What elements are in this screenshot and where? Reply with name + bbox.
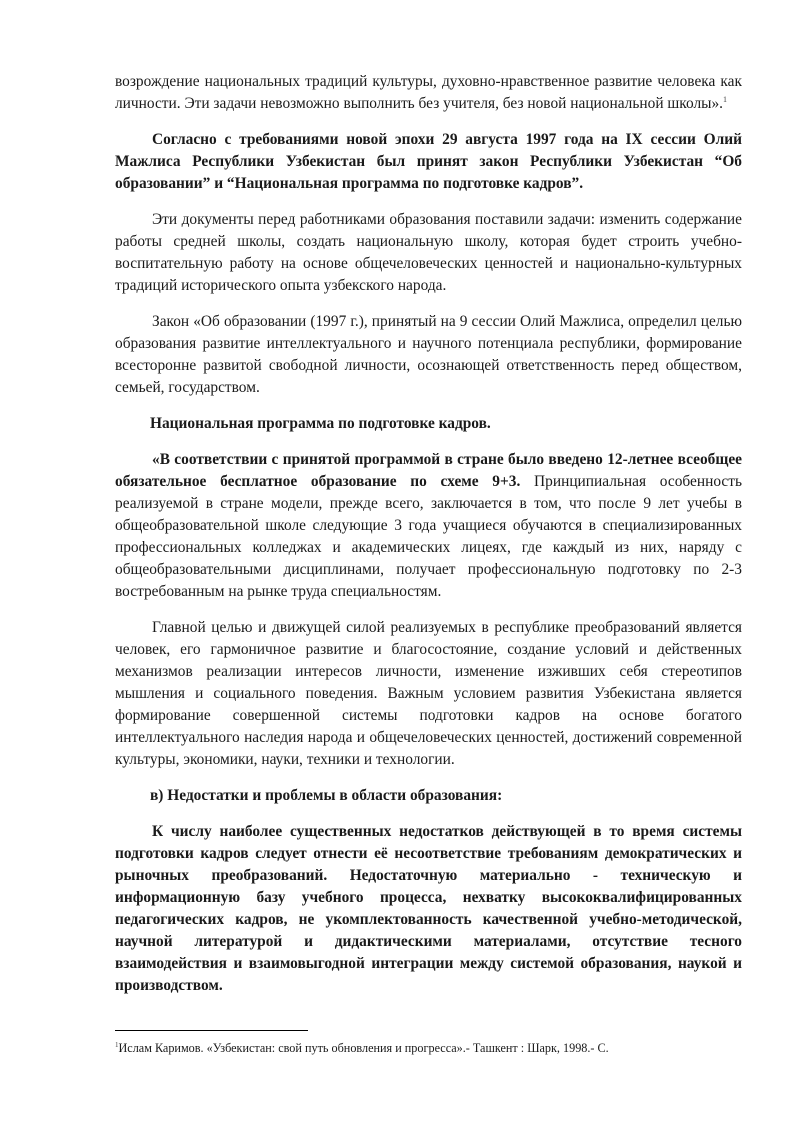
paragraph-shortcomings: К числу наиболее существенных недостатков действующей в то время системы подготовки кадров следует отнести её несоответствие требованиям демократических и рыночных преобразований. Недостаточную материально - техническую и информационную базу учебного процесса, нехватку высококвалифицированных педагогических кадров, не укомплектованность качественной учебно-методической, научной литературой и дидактическими материалами, отсутствие тесного взаимодействия и взаимовыгодной интеграции между системой образования, наукой и производством. xyxy=(115,823,742,994)
paragraph-document-tasks: Эти документы перед работниками образования поставили задачи: изменить содержание работы средней школы, создать национальную школу, которая будет строить учебно-воспитательную работу на основе общечеловеческих ценностей и национально-культурных традиций исторического опыта узбекского народа. xyxy=(115,211,742,294)
footnote-marker: 1 xyxy=(115,1040,119,1049)
paragraph-education-law: Закон «Об образовании (1997 г.), принятый на 9 сессии Олий Мажлиса, определил целью образования развитие интеллектуального и научного потенциала республики, формирование всесторонне развитой свободной личности, осознающей ответственность перед обществом, семьей, государством. xyxy=(115,313,742,396)
paragraph-main-goal: Главной целью и движущей силой реализуемых в республике преобразований является человек, его гармоничное развитие и благосостояние, создание условий и действенных механизмов реализации интересов личности, изменение изживших себя стереотипов мышления и социального поведения. Важным условием развития Узбекистана является формирование совершенной системы подготовки кадров на основе богатого интеллектуального наследия народа и общечеловеческих ценностей, достижений современной культуры, экономики, науки, техники и технологии. xyxy=(115,619,742,768)
paragraph-law-adoption: Согласно с требованиями новой эпохи 29 августа 1997 года на IX сессии Олий Мажлиса Республики Узбекистан был принят закон Республики Узбекистан “Об образовании” и “Национальная программа по подготовке кадров”. xyxy=(115,131,742,192)
footnote xyxy=(115,1040,742,1056)
footnote-reference: 1 xyxy=(723,94,728,104)
footnote-text: Ислам Каримов. «Узбекистан: свой путь обновления и прогресса».- Ташкент : Шарк, 1998.- С. xyxy=(118,1041,609,1055)
paragraph-continuation xyxy=(115,71,742,115)
footnote-separator xyxy=(115,1030,308,1031)
paragraph-text: возрождение национальных традиций культуры, духовно-нравственное развитие человека как личности. Эти задачи невозможно выполнить без учителя, без новой национальной школы». xyxy=(115,73,742,112)
document-body xyxy=(115,71,742,997)
section-heading-problems: в) Недостатки и проблемы в области образования: xyxy=(150,787,503,804)
paragraph-education-model xyxy=(115,449,742,603)
paragraph-bold-lead: «В соответствии с принятой программой в стране было введено 12-летнее всеобщее обязательное бесплатное образование по схеме 9+3. xyxy=(115,451,742,490)
paragraph-text: Принципиальная особенность реализуемой в стране модели, прежде всего, заключается в том, что после 9 лет учебы в общеобразовательной школе следующие 3 года учащиеся обучаются в специализированных профессиональных колледжах и академических лицеях, где каждый из них, наряду с общеобразовательными дисциплинами, получает профессиональную подготовку по 2-3 востребованным на рынке труда специальностям. xyxy=(115,473,742,600)
section-heading-national-program: Национальная программа по подготовке кадров. xyxy=(150,415,491,432)
